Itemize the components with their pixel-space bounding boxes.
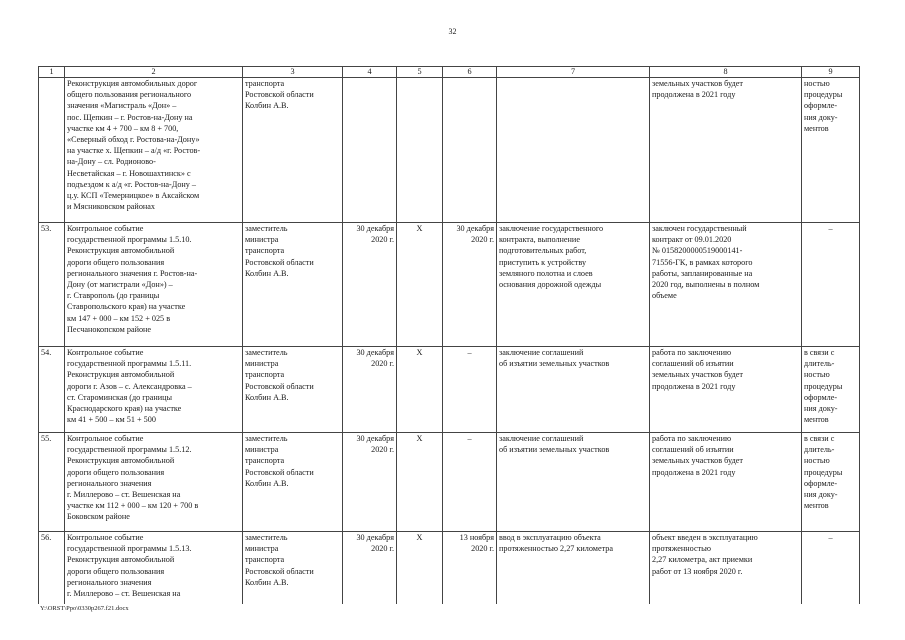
event-description: Контрольное событие государственной программы 1.5.11. Реконструкция автомобильной дороги г. Азов – с. Александровка – ст. Староминская (до границы Краснодарского края) на участке км 41 + 500 – км 51 + 500: [65, 347, 243, 433]
actual-date: –: [443, 347, 497, 433]
column-number: 7: [497, 67, 650, 78]
planned-result: [497, 78, 650, 223]
column-number: 3: [243, 67, 343, 78]
actual-result: заключен государственный контракт от 09.01.2020 № 0158200000519000141- 71556-ГК, в рамках которого работы, запланированные на 2020 год, выполнены в полном объеме: [650, 223, 802, 347]
planned-date: 30 декабря 2020 г.: [343, 433, 397, 532]
planned-date: [343, 78, 397, 223]
event-description: Контрольное событие государственной программы 1.5.12. Реконструкция автомобильной дороги общего пользования регионального значения г. Миллерово – ст. Вешенская на участке км 112 + 000 – км 120 + 700 в Боковском районе: [65, 433, 243, 532]
event-description: Контрольное событие государственной программы 1.5.13. Реконструкция автомобильной дороги общего пользования регионального значения г. Миллерово – ст. Вешенская на: [65, 532, 243, 604]
actual-date: [443, 78, 497, 223]
actual-result: объект введен в эксплуатацию протяженностью 2,27 километра, акт приемки работ от 13 ноября 2020 г.: [650, 532, 802, 604]
responsible-person: заместитель министра транспорта Ростовской области Колбин А.В.: [243, 433, 343, 532]
row-number: 53.: [39, 223, 65, 347]
column-number: 1: [39, 67, 65, 78]
row-number: 56.: [39, 532, 65, 604]
responsible-person: заместитель министра транспорта Ростовской области Колбин А.В.: [243, 347, 343, 433]
status-mark: Х: [397, 532, 443, 604]
responsible-person: транспорта Ростовской области Колбин А.В.: [243, 78, 343, 223]
deviation-reason: в связи с длитель- ностью процедуры оформле- ния доку- ментов: [802, 347, 860, 433]
event-description: Реконструкция автомобильных дорог общего пользования регионального значения «Магистраль «Дон» – пос. Щепкин – г. Ростов-на-Дону на участке км 4 + 700 – км 8 + 700, «Северный обход г. Ростова-на-Дону» на участке х. Щепкин – а/д «г. Ростов- на-Дону – сл. Родионово- Несветайская – г. Новошахтинск» с подъездом к а/д «г. Ростов-на-Дону – ц.у. КСП «Темерницкое» в Аксайском и Мясниковском районах: [65, 78, 243, 223]
actual-date: –: [443, 433, 497, 532]
responsible-person: заместитель министра транспорта Ростовской области Колбин А.В.: [243, 532, 343, 604]
deviation-reason: в связи с длитель- ностью процедуры оформле- ния доку- ментов: [802, 433, 860, 532]
table-row: [39, 347, 860, 433]
row-number: 54.: [39, 347, 65, 433]
row-number: 55.: [39, 433, 65, 532]
column-number: 6: [443, 67, 497, 78]
actual-result: работа по заключению соглашений об изъятии земельных участков будет продолжена в 2021 году: [650, 433, 802, 532]
table-row: [39, 223, 860, 347]
planned-date: 30 декабря 2020 г.: [343, 532, 397, 604]
responsible-person: заместитель министра транспорта Ростовской области Колбин А.В.: [243, 223, 343, 347]
actual-result: земельных участков будет продолжена в 2021 году: [650, 78, 802, 223]
deviation-reason: –: [802, 532, 860, 604]
table-row: [39, 78, 860, 223]
planned-result: ввод в эксплуатацию объекта протяженностью 2,27 километра: [497, 532, 650, 604]
event-description: Контрольное событие государственной программы 1.5.10. Реконструкция автомобильной дороги общего пользования регионального значения г. Ростов-на- Дону (от магистрали «Дон») – г. Ставрополь (до границы Ставропольского края) на участке км 147 + 000 – км 152 + 025 в Песчанокопском районе: [65, 223, 243, 347]
column-number-row: [39, 67, 860, 78]
planned-result: заключение государственного контракта, выполнение подготовительных работ, приступить к устройству земляного полотна и слоев основания дорожной одежды: [497, 223, 650, 347]
column-number: 2: [65, 67, 243, 78]
status-mark: Х: [397, 223, 443, 347]
table-row: [39, 433, 860, 532]
column-number: 9: [802, 67, 860, 78]
planned-result: заключение соглашений об изъятии земельных участков: [497, 433, 650, 532]
status-mark: Х: [397, 347, 443, 433]
deviation-reason: ностью процедуры оформле- ния доку- ментов: [802, 78, 860, 223]
status-mark: Х: [397, 433, 443, 532]
planned-date: 30 декабря 2020 г.: [343, 223, 397, 347]
actual-date: 13 ноября 2020 г.: [443, 532, 497, 604]
page-number: 32: [448, 27, 457, 36]
column-number: 4: [343, 67, 397, 78]
status-mark: [397, 78, 443, 223]
row-number: [39, 78, 65, 223]
planned-result: заключение соглашений об изъятии земельных участков: [497, 347, 650, 433]
table-row: [39, 532, 860, 604]
column-number: 8: [650, 67, 802, 78]
planned-date: 30 декабря 2020 г.: [343, 347, 397, 433]
file-path-footer: Y:\ORST\Ppo\0330p267.f21.docx: [40, 605, 129, 612]
actual-result: работа по заключению соглашений об изъятии земельных участков будет продолжена в 2021 году: [650, 347, 802, 433]
events-table: [38, 66, 860, 604]
column-number: 5: [397, 67, 443, 78]
deviation-reason: –: [802, 223, 860, 347]
actual-date: 30 декабря 2020 г.: [443, 223, 497, 347]
